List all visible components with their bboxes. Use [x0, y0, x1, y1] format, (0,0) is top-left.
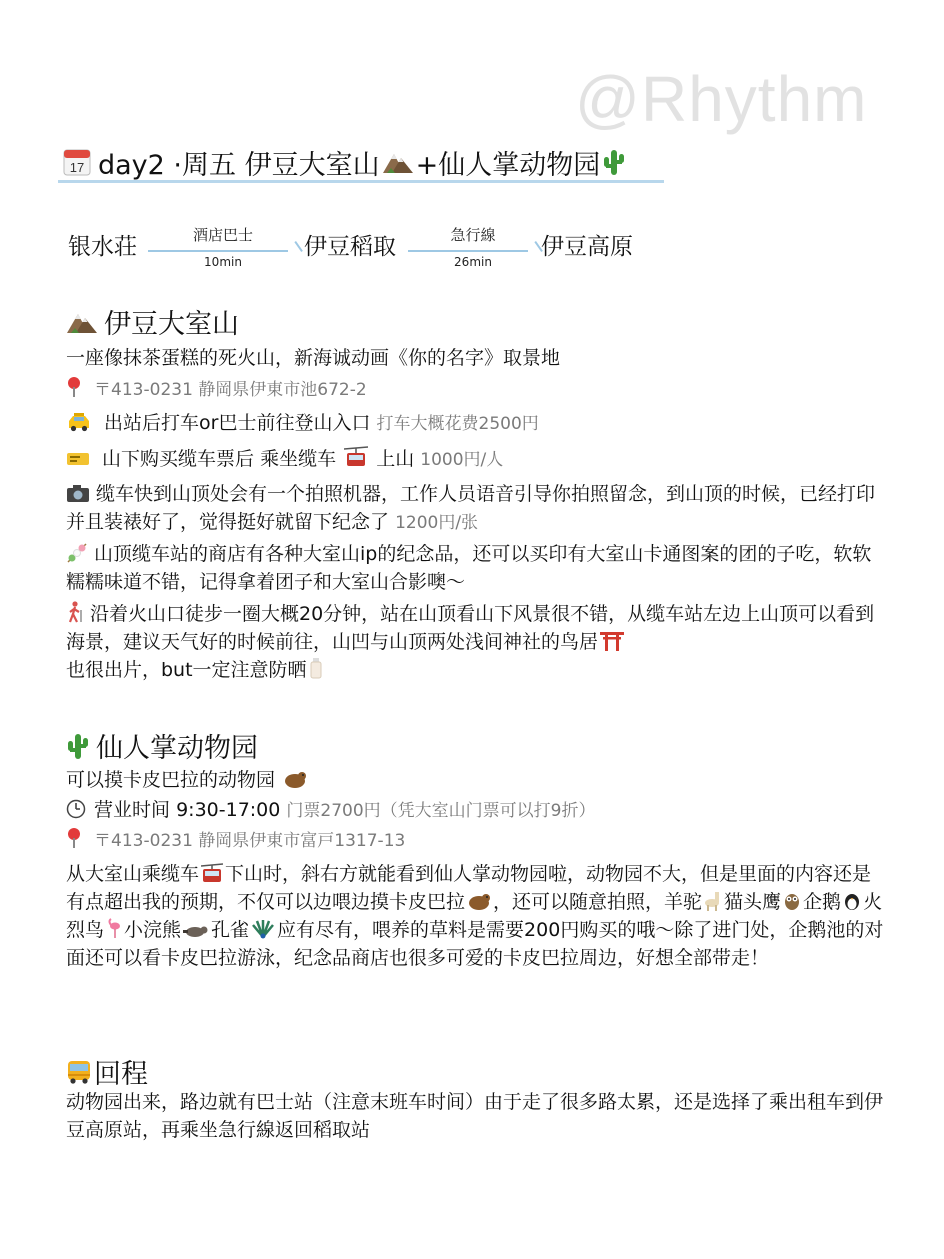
torii-icon — [600, 631, 624, 651]
route-link — [148, 220, 298, 269]
omuro-ticket-text: 山下购买缆车票后 乘坐缆车 — [102, 448, 337, 470]
omuro-shop-paragraph — [66, 540, 886, 596]
title-text: day2 ·周五 伊豆大室山 — [98, 149, 380, 181]
route-stop: 伊豆稻取 — [304, 234, 396, 260]
cactus-paragraph — [66, 860, 886, 972]
cactus-icon — [602, 148, 626, 176]
route-link — [408, 220, 538, 269]
cactus-text-5: 企鹅 — [803, 891, 842, 913]
section-heading-omuro — [66, 302, 239, 341]
route-link-duration: 10min — [204, 255, 242, 269]
pin-icon — [66, 376, 82, 398]
cactus-hours-row — [66, 798, 596, 824]
ticket-icon — [66, 450, 90, 468]
route-arrow-line — [408, 250, 528, 252]
section-heading-text: 回程 — [94, 1059, 148, 1090]
cactus-text-8: 孔雀 — [211, 919, 250, 941]
omuro-ticket-price: 1000円/人 — [420, 450, 504, 470]
taxi-icon — [66, 412, 92, 432]
hiker-icon — [66, 601, 84, 623]
calendar-icon — [62, 147, 92, 177]
omuro-taxi-row — [66, 411, 539, 437]
cable-car-icon — [344, 446, 368, 468]
omuro-address-row — [66, 376, 367, 403]
flamingo-icon — [106, 917, 122, 939]
watermark: @Rhythm — [575, 63, 868, 135]
cactus-address: 〒413-0231 静岡県伊東市富戸1317-13 — [94, 831, 406, 851]
omuro-shop-text: 山顶缆车站的商店有各种大室山ip的纪念品，还可以买印有大室山卡通图案的团的子吃，软软糯糯味道不错，记得拿着团子和大室山合影噢～ — [66, 543, 872, 593]
cable-car-icon — [201, 863, 223, 883]
omuro-ticket-row — [66, 446, 503, 473]
route-stop: 银水荘 — [68, 234, 137, 260]
dango-icon — [66, 543, 88, 563]
omuro-walk-paragraph — [66, 600, 886, 684]
omuro-taxi-text: 出站后打车or巴士前往登山入口 — [104, 412, 371, 434]
cactus-text-7: 小浣熊 — [124, 919, 182, 941]
capybara-icon — [283, 769, 307, 789]
omuro-photo-paragraph — [66, 480, 886, 537]
return-paragraph: 动物园出来，路边就有巴士站（注意末班车时间）由于走了很多路太累，还是选择了乘出租车到伊豆高原站，再乘坐急行線返回稻取站 — [66, 1091, 884, 1141]
svg-text:17: 17 — [69, 160, 85, 175]
cactus-intro-row — [66, 768, 309, 793]
omuro-taxi-note: 打车大概花费2500円 — [376, 414, 539, 434]
section-heading-cactus — [66, 726, 258, 765]
bus-icon — [66, 1059, 92, 1085]
cactus-intro: 可以摸卡皮巴拉的动物园 — [66, 769, 276, 791]
owl-icon — [783, 891, 801, 911]
llama-icon — [704, 891, 722, 911]
cactus-text-6: 火烈鸟 — [66, 891, 883, 941]
omuro-photo-price: 1200円/张 — [395, 513, 479, 533]
omuro-intro: 一座像抹茶蛋糕的死火山，新海诚动画《你的名字》取景地 — [66, 347, 561, 369]
penguin-icon — [843, 891, 861, 911]
cactus-hours: 营业时间 9:30-17:00 — [94, 799, 281, 821]
capybara-icon — [467, 891, 491, 911]
camera-icon — [66, 483, 90, 503]
omuro-photo-text: 缆车快到山顶处会有一个拍照机器，工作人员语音引导你拍照留念，到山顶的时候，已经打印并且装裱好了，觉得挺好就留下纪念了 — [66, 483, 876, 533]
title-suffix: +仙人掌动物园 — [415, 149, 601, 181]
cactus-icon — [66, 732, 90, 760]
cactus-text-3: ，还可以随意拍照，羊驼 — [493, 891, 703, 913]
section-heading-return — [66, 1052, 148, 1091]
mountain-icon — [382, 150, 414, 174]
page-title — [62, 142, 628, 182]
title-underline — [58, 180, 664, 183]
cactus-text-2: 下山时，斜右方就能看到仙人掌动物园啦，动物园不大，但是里面的内容还是有点超出我的预期，不仅可以边喂边摸卡皮巴拉 — [66, 863, 872, 913]
peacock-icon — [251, 919, 275, 939]
section-heading-text: 伊豆大室山 — [104, 309, 239, 340]
route-link-duration: 26min — [454, 255, 492, 269]
cactus-text-9: 应有尽有，喂养的草料是需要200円购买的哦～除了进门处，企鹅池的对面还可以看卡皮巴拉游泳，纪念品商店也很多可爱的卡皮巴拉周边，好想全部带走！ — [66, 919, 884, 969]
route-diagram — [68, 218, 668, 270]
cactus-text-1: 从大室山乘缆车 — [66, 863, 200, 885]
raccoon-icon — [183, 921, 209, 939]
cactus-address-row — [66, 827, 405, 854]
cactus-hours-note: 门票2700円（凭大室山门票可以打9折） — [286, 801, 596, 821]
omuro-walk-text2: 也很出片，but一定注意防晒 — [66, 659, 307, 681]
omuro-ticket-text2: 上山 — [376, 448, 415, 470]
cactus-text-4: 猫头鹰 — [724, 891, 782, 913]
sunscreen-icon — [309, 657, 323, 679]
route-link-label: 急行線 — [450, 226, 496, 244]
route-stop: 伊豆高原 — [541, 234, 633, 260]
pin-icon — [66, 827, 82, 849]
mountain-icon — [66, 310, 98, 334]
section-heading-text: 仙人掌动物园 — [96, 733, 258, 764]
route-arrow-line — [148, 250, 288, 252]
clock-icon — [66, 799, 86, 819]
route-link-label: 酒店巴士 — [192, 226, 253, 244]
omuro-address: 〒413-0231 静岡県伊東市池672-2 — [94, 380, 367, 400]
omuro-walk-text: 沿着火山口徒步一圈大概20分钟，站在山顶看山下风景很不错，从缆车站左边上山顶可以看到海景，建议天气好的时候前往，山凹与山顶两处浅间神社的鸟居 — [66, 603, 875, 653]
